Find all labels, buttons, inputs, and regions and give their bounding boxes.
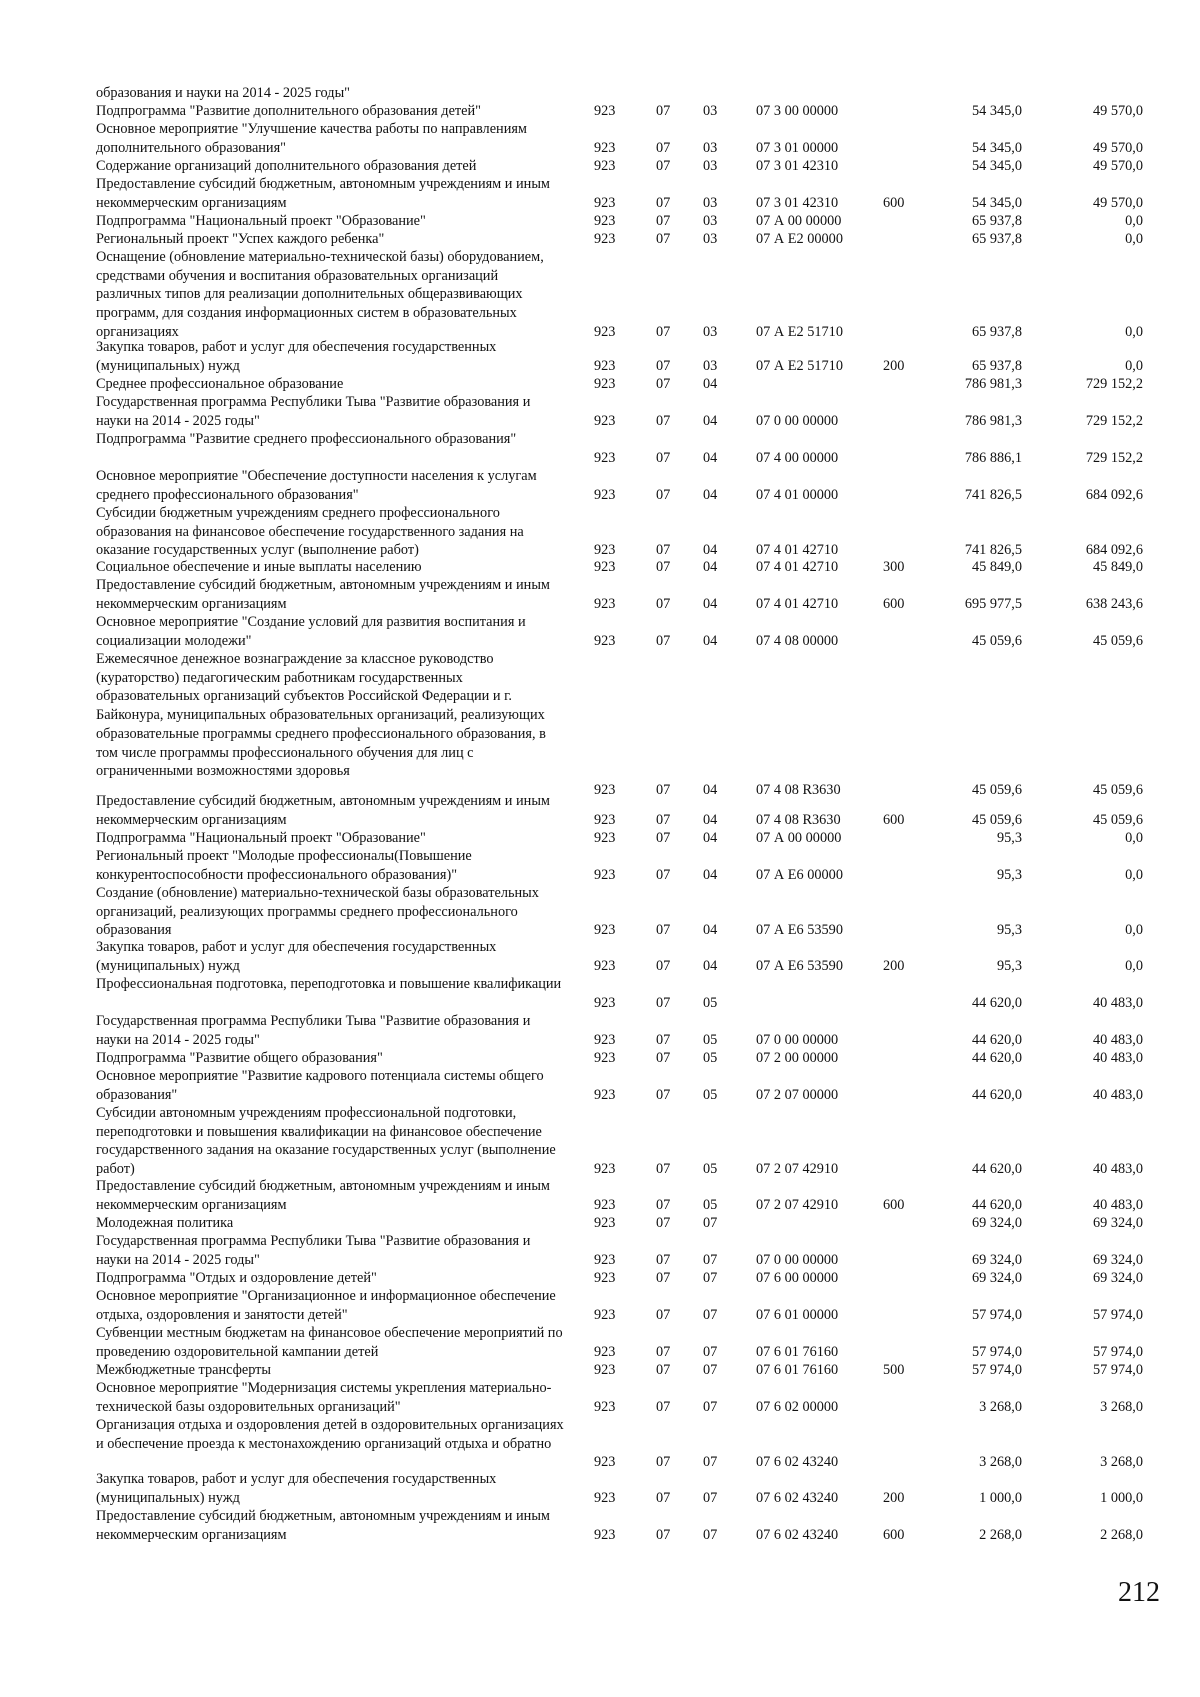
row-csr: 07 А 00 00000 [756, 830, 842, 846]
row-y2: 69 324,0 [1092, 1270, 1143, 1286]
row-name: Предоставление субсидий бюджетным, автономным учреждениям и иным некоммерческим организациям [96, 1178, 550, 1213]
row-vr: 600 [883, 1526, 905, 1543]
row-y2: 0,0 [1125, 957, 1143, 974]
row-pr: 07 [703, 1251, 718, 1268]
row-y1: 69 324,0 [971, 1215, 1022, 1231]
row-name: Среднее профессиональное образование [96, 376, 344, 392]
row-ved: 923 [594, 194, 616, 211]
row-csr: 07 4 01 42710 [756, 559, 839, 575]
row-csr: 07 3 01 00000 [756, 139, 839, 156]
row-vr: 600 [883, 811, 905, 828]
row-name: Закупка товаров, работ и услуг для обеспечения государственных (муниципальных) нужд [96, 339, 497, 374]
row-rz: 07 [656, 449, 671, 466]
row-ved: 923 [594, 866, 616, 883]
row-csr: 07 6 01 76160 [756, 1362, 839, 1378]
row-pr: 03 [703, 194, 718, 211]
row-vr: 300 [883, 559, 905, 575]
row-y2: 40 483,0 [1092, 1086, 1143, 1103]
row-ved: 923 [594, 830, 616, 846]
row-pr: 04 [703, 957, 718, 974]
row-y1: 57 974,0 [971, 1362, 1022, 1378]
row-y1: 741 826,5 [964, 486, 1022, 503]
row-y2: 729 152,2 [1085, 376, 1143, 392]
row-name: Профессиональная подготовка, переподготовка и повышение квалификации [96, 976, 562, 992]
row-pr: 04 [703, 376, 718, 392]
row-ved: 923 [594, 486, 616, 503]
row-y2: 1 000,0 [1100, 1489, 1143, 1506]
row-csr: 07 2 07 42910 [756, 1196, 839, 1213]
row-ved: 923 [594, 1398, 616, 1415]
row-rz: 07 [656, 231, 671, 247]
row-y1: 69 324,0 [971, 1251, 1022, 1268]
row-name: Подпрограмма "Развитие дополнительного образования детей" [96, 103, 481, 119]
row-vr: 600 [883, 595, 905, 612]
row-csr: 07 А Е6 00000 [756, 866, 843, 883]
row-pr: 03 [703, 158, 718, 174]
row-rz: 07 [656, 1215, 671, 1231]
row-y2: 40 483,0 [1092, 994, 1143, 1011]
row-name: Основное мероприятие "Улучшение качества работы по направлениям дополнительного образования" [96, 121, 527, 156]
row-rz: 07 [656, 559, 671, 575]
row-ved: 923 [594, 357, 616, 374]
row-pr: 05 [703, 1196, 718, 1213]
row-csr: 07 4 08 R3630 [756, 781, 841, 798]
row-csr: 07 4 01 00000 [756, 486, 839, 503]
row-name: Основное мероприятие "Развитие кадрового потенциала системы общего образования" [96, 1068, 544, 1103]
row-y1: 69 324,0 [971, 1270, 1022, 1286]
row-y1: 44 620,0 [971, 1086, 1022, 1103]
row-pr: 03 [703, 357, 718, 374]
row-pr: 04 [703, 542, 718, 559]
row-y2: 40 483,0 [1092, 1161, 1143, 1178]
row-y1: 57 974,0 [971, 1306, 1022, 1323]
row-y2: 45 059,6 [1092, 781, 1143, 798]
row-name: Создание (обновление) материально-технической базы образовательных организаций, реализующих программы среднего профессионального образования [96, 885, 539, 939]
row-pr: 04 [703, 449, 718, 466]
row-pr: 07 [703, 1343, 718, 1360]
row-name: Содержание организаций дополнительного образования детей [96, 158, 477, 174]
row-rz: 07 [656, 542, 671, 559]
row-vr: 200 [883, 957, 905, 974]
row-csr: 07 0 00 00000 [756, 412, 839, 429]
row-y1: 54 345,0 [971, 158, 1022, 174]
row-y1: 45 849,0 [971, 559, 1022, 575]
row-name: Межбюджетные трансферты [96, 1362, 272, 1378]
row-ved: 923 [594, 1050, 616, 1066]
row-y1: 44 620,0 [971, 1196, 1022, 1213]
row-name: образования и науки на 2014 - 2025 годы" [96, 85, 351, 101]
row-vr: 200 [883, 1489, 905, 1506]
row-y1: 65 937,8 [971, 323, 1022, 340]
row-ved: 923 [594, 213, 616, 229]
row-pr: 03 [703, 231, 718, 247]
row-pr: 07 [703, 1306, 718, 1323]
page-number: 212 [1118, 1577, 1160, 1608]
row-ved: 923 [594, 1031, 616, 1048]
row-rz: 07 [656, 922, 671, 939]
row-rz: 07 [656, 1196, 671, 1213]
row-pr: 04 [703, 830, 718, 846]
row-pr: 05 [703, 1086, 718, 1103]
row-ved: 923 [594, 1086, 616, 1103]
row-ved: 923 [594, 1362, 616, 1378]
row-csr: 07 3 00 00000 [756, 103, 839, 119]
row-csr: 07 0 00 00000 [756, 1031, 839, 1048]
row-y2: 49 570,0 [1092, 158, 1143, 174]
row-csr: 07 6 02 43240 [756, 1489, 839, 1506]
row-name: Субсидии автономным учреждениям профессиональной подготовки, переподготовки и повышения квалификации на финансовое обеспечение государственного задания на оказание государственных услуг (выполнение работ) [96, 1105, 556, 1178]
row-y1: 44 620,0 [971, 1031, 1022, 1048]
row-vr: 500 [883, 1362, 905, 1378]
row-y1: 741 826,5 [964, 542, 1022, 559]
row-pr: 04 [703, 866, 718, 883]
row-ved: 923 [594, 1489, 616, 1506]
row-y2: 0,0 [1125, 231, 1143, 247]
row-y2: 40 483,0 [1092, 1050, 1143, 1066]
row-csr: 07 6 01 76160 [756, 1343, 839, 1360]
row-rz: 07 [656, 1343, 671, 1360]
row-y2: 3 268,0 [1100, 1454, 1143, 1471]
row-name: Субвенции местным бюджетам на финансовое обеспечение мероприятий по проведению оздоровительной кампании детей [96, 1325, 563, 1360]
row-rz: 07 [656, 1050, 671, 1066]
row-name: Подпрограмма "Национальный проект "Образование" [96, 830, 426, 846]
row-rz: 07 [656, 781, 671, 798]
row-y1: 45 059,6 [971, 781, 1022, 798]
row-y1: 57 974,0 [971, 1343, 1022, 1360]
row-ved: 923 [594, 542, 616, 559]
row-name: Предоставление субсидий бюджетным, автономным учреждениям и иным некоммерческим организациям [96, 176, 550, 211]
row-y2: 729 152,2 [1085, 449, 1143, 466]
row-rz: 07 [656, 1270, 671, 1286]
row-y1: 786 981,3 [964, 376, 1022, 392]
row-csr: 07 4 08 00000 [756, 632, 839, 649]
row-rz: 07 [656, 1251, 671, 1268]
row-name: Региональный проект "Успех каждого ребенка" [96, 231, 385, 247]
row-name: Государственная программа Республики Тыва "Развитие образования и науки на 2014 - 2025 годы" [96, 394, 531, 429]
row-csr: 07 А Е2 00000 [756, 231, 843, 247]
row-csr: 07 6 02 43240 [756, 1526, 839, 1543]
row-csr: 07 А Е2 51710 [756, 357, 843, 374]
row-rz: 07 [656, 1454, 671, 1471]
row-name: Государственная программа Республики Тыва "Развитие образования и науки на 2014 - 2025 годы" [96, 1013, 531, 1048]
row-csr: 07 4 01 42710 [756, 542, 839, 559]
row-y1: 44 620,0 [971, 1161, 1022, 1178]
row-rz: 07 [656, 1161, 671, 1178]
row-rz: 07 [656, 957, 671, 974]
row-y2: 49 570,0 [1092, 194, 1143, 211]
row-csr: 07 6 01 00000 [756, 1306, 839, 1323]
row-y1: 65 937,8 [971, 357, 1022, 374]
row-pr: 04 [703, 811, 718, 828]
row-pr: 04 [703, 781, 718, 798]
row-rz: 07 [656, 1031, 671, 1048]
row-pr: 07 [703, 1454, 718, 1471]
row-y2: 49 570,0 [1092, 103, 1143, 119]
row-y2: 638 243,6 [1085, 595, 1143, 612]
row-rz: 07 [656, 866, 671, 883]
row-ved: 923 [594, 412, 616, 429]
row-csr: 07 А Е2 51710 [756, 323, 843, 340]
row-rz: 07 [656, 1398, 671, 1415]
row-y2: 0,0 [1125, 323, 1143, 340]
row-ved: 923 [594, 994, 616, 1011]
row-y2: 684 092,6 [1085, 542, 1143, 559]
row-pr: 07 [703, 1270, 718, 1286]
row-csr: 07 4 00 00000 [756, 449, 839, 466]
row-csr: 07 6 00 00000 [756, 1270, 839, 1286]
row-name: Предоставление субсидий бюджетным, автономным учреждениям и иным некоммерческим организациям [96, 577, 550, 612]
row-ved: 923 [594, 1343, 616, 1360]
row-rz: 07 [656, 103, 671, 119]
row-y2: 0,0 [1125, 830, 1143, 846]
row-rz: 07 [656, 357, 671, 374]
row-y1: 45 059,6 [971, 811, 1022, 828]
row-ved: 923 [594, 231, 616, 247]
row-rz: 07 [656, 194, 671, 211]
row-y1: 2 268,0 [979, 1526, 1022, 1543]
row-name: Региональный проект "Молодые профессионалы(Повышение конкурентоспособности профессионального образования)" [96, 848, 472, 883]
row-y1: 44 620,0 [971, 994, 1022, 1011]
row-y2: 0,0 [1125, 213, 1143, 229]
row-ved: 923 [594, 323, 616, 340]
row-name: Основное мероприятие "Обеспечение доступности населения к услугам среднего профессионального образования" [96, 468, 537, 503]
row-rz: 07 [656, 213, 671, 229]
row-csr: 07 А Е6 53590 [756, 957, 843, 974]
row-name: Организация отдыха и оздоровления детей в оздоровительных организациях и обеспечение проезда к местонахождению организаций отдыха и обратно [96, 1417, 564, 1452]
row-csr: 07 2 07 42910 [756, 1161, 839, 1178]
row-pr: 07 [703, 1489, 718, 1506]
row-rz: 07 [656, 1526, 671, 1543]
row-rz: 07 [656, 830, 671, 846]
row-y2: 57 974,0 [1092, 1343, 1143, 1360]
row-name: Подпрограмма "Национальный проект "Образование" [96, 213, 426, 229]
row-ved: 923 [594, 1270, 616, 1286]
row-ved: 923 [594, 1251, 616, 1268]
row-ved: 923 [594, 1306, 616, 1323]
row-y1: 1 000,0 [979, 1489, 1022, 1506]
row-rz: 07 [656, 1362, 671, 1378]
row-csr: 07 0 00 00000 [756, 1251, 839, 1268]
row-y1: 65 937,8 [971, 213, 1022, 229]
row-rz: 07 [656, 1489, 671, 1506]
row-ved: 923 [594, 449, 616, 466]
row-name: Подпрограмма "Развитие общего образования" [96, 1050, 383, 1066]
row-pr: 05 [703, 1031, 718, 1048]
row-pr: 03 [703, 323, 718, 340]
row-pr: 04 [703, 595, 718, 612]
row-pr: 04 [703, 559, 718, 575]
row-name: Предоставление субсидий бюджетным, автономным учреждениям и иным некоммерческим организациям [96, 793, 550, 828]
row-y1: 44 620,0 [971, 1050, 1022, 1066]
row-y1: 786 886,1 [964, 449, 1022, 466]
row-pr: 03 [703, 103, 718, 119]
row-y2: 57 974,0 [1092, 1306, 1143, 1323]
row-csr: 07 2 07 00000 [756, 1086, 839, 1103]
row-y2: 0,0 [1125, 922, 1143, 939]
row-ved: 923 [594, 595, 616, 612]
row-csr: 07 4 08 R3630 [756, 811, 841, 828]
row-csr: 07 А Е6 53590 [756, 922, 843, 939]
row-y2: 49 570,0 [1092, 139, 1143, 156]
row-csr: 07 3 01 42310 [756, 194, 839, 211]
row-name: Субсидии бюджетным учреждениям среднего профессионального образования на финансовое обеспечение государственного задания на оказание государственных услуг (выполнение работ) [96, 505, 524, 559]
row-rz: 07 [656, 139, 671, 156]
row-pr: 05 [703, 1050, 718, 1066]
row-pr: 05 [703, 1161, 718, 1178]
row-name: Основное мероприятие "Организационное и информационное обеспечение отдыха, оздоровления и занятости детей" [96, 1288, 556, 1323]
row-ved: 923 [594, 139, 616, 156]
row-y1: 95,3 [996, 830, 1022, 846]
row-csr: 07 4 01 42710 [756, 595, 839, 612]
row-rz: 07 [656, 1086, 671, 1103]
row-ved: 923 [594, 158, 616, 174]
row-rz: 07 [656, 323, 671, 340]
row-y2: 40 483,0 [1092, 1031, 1143, 1048]
row-y1: 54 345,0 [971, 103, 1022, 119]
row-ved: 923 [594, 632, 616, 649]
row-ved: 923 [594, 376, 616, 392]
row-pr: 07 [703, 1215, 718, 1231]
row-y1: 786 981,3 [964, 412, 1022, 429]
row-pr: 04 [703, 922, 718, 939]
row-rz: 07 [656, 595, 671, 612]
row-name: Основное мероприятие "Создание условий для развития воспитания и социализации молодежи" [96, 614, 526, 649]
row-csr: 07 А 00 00000 [756, 213, 842, 229]
row-y2: 45 059,6 [1092, 811, 1143, 828]
row-name: Закупка товаров, работ и услуг для обеспечения государственных (муниципальных) нужд [96, 939, 497, 974]
row-rz: 07 [656, 811, 671, 828]
row-rz: 07 [656, 994, 671, 1011]
row-csr: 07 3 01 42310 [756, 158, 839, 174]
row-name: Молодежная политика [96, 1215, 234, 1231]
row-y2: 69 324,0 [1092, 1251, 1143, 1268]
row-y2: 2 268,0 [1100, 1526, 1143, 1543]
row-y2: 729 152,2 [1085, 412, 1143, 429]
row-y1: 3 268,0 [979, 1398, 1022, 1415]
row-csr: 07 2 00 00000 [756, 1050, 839, 1066]
row-rz: 07 [656, 1306, 671, 1323]
row-vr: 200 [883, 357, 905, 374]
row-pr: 07 [703, 1398, 718, 1415]
row-name: Предоставление субсидий бюджетным, автономным учреждениям и иным некоммерческим организациям [96, 1508, 550, 1543]
row-y2: 45 849,0 [1092, 559, 1143, 575]
row-y1: 3 268,0 [979, 1454, 1022, 1471]
row-y1: 65 937,8 [971, 231, 1022, 247]
row-name: Основное мероприятие "Модернизация системы укрепления материально-технической базы оздоровительных организаций" [96, 1380, 552, 1415]
row-ved: 923 [594, 957, 616, 974]
row-y1: 54 345,0 [971, 194, 1022, 211]
row-vr: 600 [883, 1196, 905, 1213]
row-rz: 07 [656, 376, 671, 392]
row-name: Подпрограмма "Развитие среднего профессионального образования" [96, 431, 517, 447]
row-name: Оснащение (обновление материально-технической базы) оборудованием, средствами обучения и воспитания образовательных организаций различных типов для реализации дополнительных общеразвивающих программ, для создания информационных систем в образовательных организациях [96, 249, 544, 340]
row-name: Социальное обеспечение и иные выплаты населению [96, 559, 422, 575]
row-pr: 05 [703, 994, 718, 1011]
row-ved: 923 [594, 922, 616, 939]
row-y2: 57 974,0 [1092, 1362, 1143, 1378]
row-rz: 07 [656, 632, 671, 649]
row-vr: 600 [883, 194, 905, 211]
row-ved: 923 [594, 1215, 616, 1231]
row-ved: 923 [594, 103, 616, 119]
row-y2: 69 324,0 [1092, 1215, 1143, 1231]
row-y1: 95,3 [996, 922, 1022, 939]
row-ved: 923 [594, 559, 616, 575]
row-name: Подпрограмма "Отдых и оздоровление детей" [96, 1270, 377, 1286]
row-pr: 03 [703, 213, 718, 229]
row-csr: 07 6 02 00000 [756, 1398, 839, 1415]
row-ved: 923 [594, 1161, 616, 1178]
row-csr: 07 6 02 43240 [756, 1454, 839, 1471]
row-name: Закупка товаров, работ и услуг для обеспечения государственных (муниципальных) нужд [96, 1471, 497, 1506]
row-y2: 3 268,0 [1100, 1398, 1143, 1415]
row-ved: 923 [594, 1526, 616, 1543]
row-y2: 0,0 [1125, 357, 1143, 374]
row-y1: 95,3 [996, 957, 1022, 974]
row-name: Государственная программа Республики Тыва "Развитие образования и науки на 2014 - 2025 годы" [96, 1233, 531, 1268]
row-rz: 07 [656, 486, 671, 503]
row-pr: 03 [703, 139, 718, 156]
row-pr: 07 [703, 1526, 718, 1543]
row-ved: 923 [594, 811, 616, 828]
row-y2: 40 483,0 [1092, 1196, 1143, 1213]
row-pr: 04 [703, 632, 718, 649]
row-pr: 04 [703, 486, 718, 503]
row-ved: 923 [594, 1454, 616, 1471]
row-ved: 923 [594, 781, 616, 798]
row-name: Ежемесячное денежное вознаграждение за классное руководство (кураторство) педагогическим работникам государственных образовательных организаций субъектов Российской Федерации и г. Байконура, муниципальных образовательных организаций, реализующих образовательные программы среднего профессионального образования, в том числе программы профессионального обучения для лиц с ограниченными возможностями здоровья [96, 651, 546, 780]
row-y1: 45 059,6 [971, 632, 1022, 649]
row-rz: 07 [656, 412, 671, 429]
row-y1: 695 977,5 [964, 595, 1022, 612]
row-y1: 54 345,0 [971, 139, 1022, 156]
row-pr: 07 [703, 1362, 718, 1378]
row-ved: 923 [594, 1196, 616, 1213]
row-y2: 684 092,6 [1085, 486, 1143, 503]
row-y2: 45 059,6 [1092, 632, 1143, 649]
row-y2: 0,0 [1125, 866, 1143, 883]
row-pr: 04 [703, 412, 718, 429]
row-rz: 07 [656, 158, 671, 174]
row-y1: 95,3 [996, 866, 1022, 883]
